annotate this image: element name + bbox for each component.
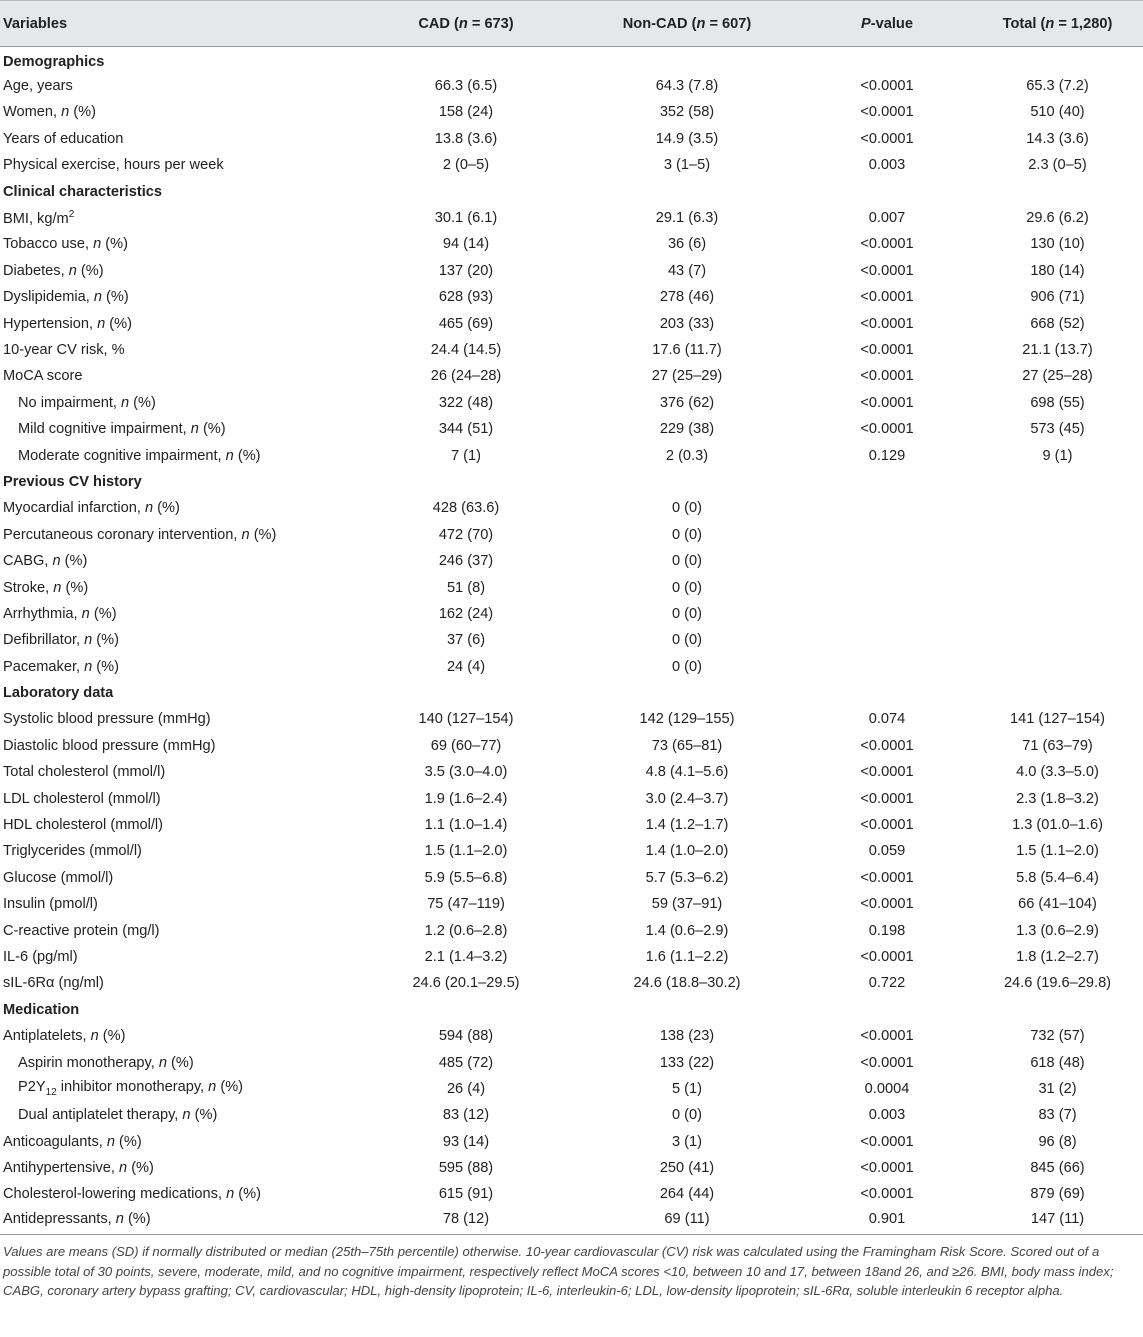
noncad-value: 3.0 (2.4–3.7) xyxy=(645,790,729,807)
row-label: Dyslipidemia, n (%) xyxy=(3,289,129,306)
table-row xyxy=(0,1155,1143,1181)
row-label: LDL cholesterol (mmol/l) xyxy=(3,790,161,807)
row-label: IL-6 (pg/ml) xyxy=(3,948,78,965)
row-label: Antiplatelets, n (%) xyxy=(3,1028,126,1045)
p-value: <0.0001 xyxy=(860,421,914,438)
row-label: Glucose (mmol/l) xyxy=(3,869,114,886)
section-title: Laboratory data xyxy=(3,685,114,702)
p-value xyxy=(802,522,972,548)
table-row xyxy=(0,1076,1143,1102)
total-value: 141 (127–154) xyxy=(1010,711,1105,728)
noncad-value: 0 (0) xyxy=(671,605,702,622)
p-value: <0.0001 xyxy=(860,1054,914,1071)
cad-value: 1.9 (1.6–2.4) xyxy=(424,790,508,807)
total-value xyxy=(972,653,1143,679)
total-value: 2.3 (1.8–3.2) xyxy=(1016,790,1099,807)
p-value: <0.0001 xyxy=(860,790,914,807)
table-row xyxy=(0,548,1143,574)
table-row xyxy=(0,917,1143,943)
total-value xyxy=(972,574,1143,600)
row-label: Physical exercise, hours per week xyxy=(3,157,224,174)
p-value: 0.0004 xyxy=(864,1080,910,1097)
total-value: 31 (2) xyxy=(1038,1080,1077,1097)
table-row xyxy=(0,390,1143,416)
cad-value: 485 (72) xyxy=(438,1054,494,1071)
noncad-value: 5 (1) xyxy=(671,1080,702,1097)
cad-value: 94 (14) xyxy=(442,236,490,253)
p-value: 0.059 xyxy=(868,843,906,860)
cad-value: 75 (47–119) xyxy=(427,896,505,913)
cad-value: 472 (70) xyxy=(438,526,494,543)
total-value: 573 (45) xyxy=(1030,421,1085,438)
row-label: BMI, $kg/m^2$ xyxy=(3,209,75,227)
total-value xyxy=(972,548,1143,574)
total-value: 732 (57) xyxy=(1030,1028,1085,1045)
row-label: Arrhythmia, n (%) xyxy=(3,605,117,622)
table-row xyxy=(0,363,1143,389)
cad-value: 344 (51) xyxy=(438,421,494,438)
total-value: 845 (66) xyxy=(1030,1160,1085,1177)
row-label: Percutaneous coronary intervention, n (%) xyxy=(3,526,277,543)
row-label: $P2Y_{12}$ inhibitor monotherapy, n (%) xyxy=(18,1079,244,1099)
p-value: <0.0001 xyxy=(860,315,914,332)
cad-value: 1.1 (1.0–1.4) xyxy=(424,817,508,834)
total-value: 879 (69) xyxy=(1030,1186,1085,1203)
noncad-value: 0 (0) xyxy=(671,553,702,570)
row-label: Antidepressants, n (%) xyxy=(3,1210,151,1227)
noncad-value: 3 (1–5) xyxy=(663,157,711,174)
row-label: Age, years xyxy=(3,78,73,95)
noncad-value: 69 (11) xyxy=(664,1210,710,1227)
row-label: Defibrillator, n (%) xyxy=(3,632,119,649)
table-footnote: Values are means (SD) if normally distributed or median (25th–75th percentile) otherwise. 10-year cardiovascular (CV) risk was calculated using the Framingham Risk Score. Scored out of a possible total of 30 points, severe, moderate, mild, and no cognitive impairment, respectively reflect MoCA scores <10, between 10 and 17, between 18and 26, and ≥26. BMI, body mass index; CABG, coronary artery bypass grafting; CV, cardiovascular; HDL, high-density lipoprotein; IL-6, interleukin-6; LDL, low-density lipoprotein; sIL-6Rα, soluble interleukin 6 receptor alpha. xyxy=(0,1234,1143,1301)
cad-value: 37 (6) xyxy=(446,632,486,649)
table-body xyxy=(0,47,1143,1235)
section-row xyxy=(0,680,1143,706)
total-value: 27 (25–28) xyxy=(1022,368,1093,385)
noncad-value: 2 (0.3) xyxy=(665,447,709,464)
table-row xyxy=(0,574,1143,600)
noncad-value: 133 (22) xyxy=(659,1054,715,1071)
noncad-value: 43 (7) xyxy=(667,262,707,279)
row-label: Moderate cognitive impairment, n (%) xyxy=(18,447,261,464)
noncad-value: 142 (129–155) xyxy=(639,711,735,728)
cad-value: 465 (69) xyxy=(438,315,494,332)
cad-value: 3.5 (3.0–4.0) xyxy=(424,764,508,781)
cad-value: 140 (127–154) xyxy=(418,711,514,728)
total-value: 9 (1) xyxy=(1042,447,1073,464)
noncad-value: 0 (0) xyxy=(671,1107,702,1124)
total-value: 510 (40) xyxy=(1030,104,1085,121)
noncad-value: 4.8 (4.1–5.6) xyxy=(645,764,729,781)
table-row xyxy=(0,970,1143,996)
table-row xyxy=(0,865,1143,891)
p-value: <0.0001 xyxy=(860,104,914,121)
cad-value: 66.3 (6.5) xyxy=(434,78,498,95)
row-label: Women, n (%) xyxy=(3,104,97,121)
cad-value: 69 (60–77) xyxy=(430,737,502,754)
row-label: Mild cognitive impairment, n (%) xyxy=(18,421,226,438)
total-value: 5.8 (5.4–6.4) xyxy=(1016,869,1099,886)
table-row xyxy=(0,601,1143,627)
noncad-value: 278 (46) xyxy=(659,289,715,306)
total-value: 698 (55) xyxy=(1030,394,1085,411)
total-value: 130 (10) xyxy=(1030,236,1085,253)
p-value: 0.074 xyxy=(868,711,906,728)
p-value: 0.722 xyxy=(868,975,906,992)
table-row xyxy=(0,99,1143,125)
cad-value: 594 (88) xyxy=(438,1028,494,1045)
table-row xyxy=(0,1208,1143,1234)
row-label: Anticoagulants, n (%) xyxy=(3,1133,142,1150)
row-label: HDL cholesterol (mmol/l) xyxy=(3,817,164,834)
noncad-value: 5.7 (5.3–6.2) xyxy=(645,869,729,886)
p-value: <0.0001 xyxy=(860,78,914,95)
noncad-value: 229 (38) xyxy=(659,421,715,438)
row-label: 10-year CV risk, % xyxy=(3,341,125,358)
noncad-value: 138 (23) xyxy=(659,1028,715,1045)
p-value: 0.901 xyxy=(868,1210,906,1227)
cad-value: 24 (4) xyxy=(446,658,486,675)
cad-value: 246 (37) xyxy=(438,553,494,570)
p-value: <0.0001 xyxy=(860,1028,914,1045)
section-row xyxy=(0,47,1143,73)
noncad-value: 352 (58) xyxy=(659,104,715,121)
total-value: 29.6 (6.2) xyxy=(1026,210,1089,227)
row-label: MoCA score xyxy=(3,368,83,385)
table-row xyxy=(0,812,1143,838)
cad-value: 2.1 (1.4–3.2) xyxy=(424,948,508,965)
p-value: 0.007 xyxy=(868,210,906,227)
total-value: 1.8 (1.2–2.7) xyxy=(1016,948,1099,965)
row-label: Systolic blood pressure (mmHg) xyxy=(3,711,211,728)
table-row xyxy=(0,891,1143,917)
noncad-value: 14.9 (3.5) xyxy=(655,130,719,147)
total-value: 96 (8) xyxy=(1038,1133,1077,1150)
row-label: Aspirin monotherapy, n (%) xyxy=(18,1054,194,1071)
row-label: Triglycerides (mmol/l) xyxy=(3,843,142,860)
total-value: 1.3 (01.0–1.6) xyxy=(1012,817,1103,834)
total-value: 618 (48) xyxy=(1030,1054,1085,1071)
noncad-value: 3 (1) xyxy=(671,1133,702,1150)
cad-value: 78 (12) xyxy=(442,1210,490,1227)
total-value xyxy=(972,601,1143,627)
row-label: Antihypertensive, n (%) xyxy=(3,1160,154,1177)
p-value: 0.198 xyxy=(868,922,906,939)
section-title: Demographics xyxy=(3,54,105,71)
table-row xyxy=(0,1049,1143,1075)
cad-value: 5.9 (5.5–6.8) xyxy=(424,869,508,886)
row-label: No impairment, n (%) xyxy=(18,394,156,411)
table-row xyxy=(0,733,1143,759)
section-row xyxy=(0,997,1143,1023)
row-label: Pacemaker, n (%) xyxy=(3,658,120,675)
row-label: Tobacco use, n (%) xyxy=(3,236,128,253)
cad-value: 2 (0–5) xyxy=(442,157,490,174)
table-row xyxy=(0,944,1143,970)
row-label: Stroke, n (%) xyxy=(3,579,89,596)
section-title: Previous CV history xyxy=(3,473,142,490)
section-row xyxy=(0,469,1143,495)
table-row xyxy=(0,231,1143,257)
cad-value: 51 (8) xyxy=(446,579,486,596)
p-value xyxy=(802,574,972,600)
noncad-value: 17.6 (11.7) xyxy=(652,341,722,358)
row-label: Hypertension, n (%) xyxy=(3,315,132,332)
header-total: Total (n = 1,280) xyxy=(972,1,1143,47)
cad-value: 428 (63.6) xyxy=(432,500,500,517)
table-row xyxy=(0,522,1143,548)
noncad-value: 0 (0) xyxy=(671,526,702,543)
total-value xyxy=(972,522,1143,548)
row-label: Years of education xyxy=(3,130,124,147)
p-value: 0.129 xyxy=(868,447,906,464)
p-value: 0.003 xyxy=(868,1107,906,1124)
cad-value: 26 (24–28) xyxy=(430,368,502,385)
table-row xyxy=(0,627,1143,653)
p-value: <0.0001 xyxy=(860,1186,914,1203)
p-value: <0.0001 xyxy=(860,948,914,965)
table-row xyxy=(0,838,1143,864)
header-noncad: Non-CAD (n = 607) xyxy=(572,1,802,47)
table-row xyxy=(0,1181,1143,1207)
row-label: CABG, n (%) xyxy=(3,553,88,570)
row-label: Total cholesterol (mmol/l) xyxy=(3,764,166,781)
noncad-value: 0 (0) xyxy=(671,579,702,596)
table-row xyxy=(0,495,1143,521)
header-row xyxy=(0,1,1143,47)
total-value: 65.3 (7.2) xyxy=(1026,78,1089,95)
p-value: <0.0001 xyxy=(860,130,914,147)
row-label: Myocardial infarction, n (%) xyxy=(3,500,180,517)
noncad-value: 59 (37–91) xyxy=(651,896,723,913)
noncad-value: 264 (44) xyxy=(659,1186,715,1203)
cad-value: 1.5 (1.1–2.0) xyxy=(424,843,508,860)
p-value: <0.0001 xyxy=(860,896,914,913)
header-cad: CAD (n = 673) xyxy=(360,1,572,47)
cad-value: 628 (93) xyxy=(438,289,494,306)
noncad-value: 29.1 (6.3) xyxy=(655,210,719,227)
noncad-value: 64.3 (7.8) xyxy=(655,78,719,95)
p-value: <0.0001 xyxy=(860,289,914,306)
total-value: 24.6 (19.6–29.8) xyxy=(1003,975,1112,992)
noncad-value: 24.6 (18.8–30.2) xyxy=(633,975,741,992)
p-value: <0.0001 xyxy=(860,394,914,411)
table-row xyxy=(0,152,1143,178)
noncad-value: 1.4 (0.6–2.9) xyxy=(645,922,729,939)
p-value: <0.0001 xyxy=(860,262,914,279)
p-value xyxy=(802,548,972,574)
total-value: 180 (14) xyxy=(1030,262,1085,279)
noncad-value: 27 (25–29) xyxy=(651,368,723,385)
table-row xyxy=(0,1102,1143,1128)
table-row xyxy=(0,258,1143,284)
total-value xyxy=(972,495,1143,521)
table-row xyxy=(0,310,1143,336)
row-label: Diabetes, n (%) xyxy=(3,262,104,279)
section-title: Clinical characteristics xyxy=(3,183,162,200)
table-row xyxy=(0,205,1143,231)
row-label: sIL-6Rα (ng/ml) xyxy=(3,975,104,992)
total-value: 1.5 (1.1–2.0) xyxy=(1016,843,1099,860)
cad-value: 7 (1) xyxy=(450,447,481,464)
total-value: 14.3 (3.6) xyxy=(1026,130,1089,147)
total-value: 906 (71) xyxy=(1030,289,1085,306)
total-value: 83 (7) xyxy=(1038,1107,1077,1124)
noncad-value: 1.4 (1.2–1.7) xyxy=(645,817,729,834)
noncad-value: 203 (33) xyxy=(659,315,715,332)
table-row xyxy=(0,759,1143,785)
row-label: Insulin (pmol/l) xyxy=(3,896,98,913)
p-value: <0.0001 xyxy=(860,869,914,886)
total-value: 2.3 (0–5) xyxy=(1028,157,1087,174)
cad-value: 13.8 (3.6) xyxy=(434,130,498,147)
p-value: <0.0001 xyxy=(860,341,914,358)
section-title: Medication xyxy=(3,1001,80,1018)
section-row xyxy=(0,178,1143,204)
cad-value: 24.4 (14.5) xyxy=(430,341,502,358)
table-row xyxy=(0,706,1143,732)
table-row xyxy=(0,442,1143,468)
cad-value: 615 (91) xyxy=(438,1186,494,1203)
table-row xyxy=(0,73,1143,99)
noncad-value: 0 (0) xyxy=(671,500,702,517)
p-value: <0.0001 xyxy=(860,817,914,834)
table-row xyxy=(0,416,1143,442)
table-row xyxy=(0,653,1143,679)
cad-value: 30.1 (6.1) xyxy=(434,210,498,227)
noncad-value: 0 (0) xyxy=(671,632,702,649)
table-row xyxy=(0,284,1143,310)
p-value: <0.0001 xyxy=(860,368,914,385)
cad-value: 24.6 (20.1–29.5) xyxy=(412,975,520,992)
p-value xyxy=(802,653,972,679)
cad-value: 93 (14) xyxy=(442,1133,490,1150)
total-value: 66 (41–104) xyxy=(1018,896,1097,913)
noncad-value: 1.4 (1.0–2.0) xyxy=(645,843,729,860)
table-row xyxy=(0,1129,1143,1155)
table-row xyxy=(0,337,1143,363)
cad-value: 137 (20) xyxy=(438,262,494,279)
total-value: 21.1 (13.7) xyxy=(1022,341,1093,358)
row-label: C-reactive protein (mg/l) xyxy=(3,922,160,939)
cad-value: 322 (48) xyxy=(438,394,494,411)
noncad-value: 36 (6) xyxy=(667,236,707,253)
p-value: <0.0001 xyxy=(860,236,914,253)
table-row xyxy=(0,785,1143,811)
cad-value: 1.2 (0.6–2.8) xyxy=(424,922,508,939)
p-value: <0.0001 xyxy=(860,1160,914,1177)
total-value: 668 (52) xyxy=(1030,315,1085,332)
noncad-value: 250 (41) xyxy=(659,1160,715,1177)
total-value: 71 (63–79) xyxy=(1022,737,1093,754)
p-value: 0.003 xyxy=(868,157,906,174)
noncad-value: 1.6 (1.1–2.2) xyxy=(645,948,729,965)
p-value xyxy=(802,601,972,627)
total-value xyxy=(972,627,1143,653)
table-row xyxy=(0,1023,1143,1049)
row-label: Diastolic blood pressure (mmHg) xyxy=(3,737,216,754)
header-pvalue: P-value xyxy=(802,1,972,47)
p-value xyxy=(802,495,972,521)
noncad-value: 0 (0) xyxy=(671,658,702,675)
cad-value: 162 (24) xyxy=(438,605,494,622)
total-value: 147 (11) xyxy=(1030,1210,1085,1227)
row-label: Dual antiplatelet therapy, n (%) xyxy=(18,1107,218,1124)
noncad-value: 73 (65–81) xyxy=(651,737,723,754)
cad-value: 595 (88) xyxy=(438,1160,494,1177)
cad-value: 26 (4) xyxy=(446,1080,486,1097)
p-value xyxy=(802,627,972,653)
noncad-value: 376 (62) xyxy=(659,394,715,411)
p-value: <0.0001 xyxy=(860,764,914,781)
cad-value: 83 (12) xyxy=(442,1107,490,1124)
cad-value: 158 (24) xyxy=(438,104,494,121)
table-row xyxy=(0,126,1143,152)
total-value: 1.3 (0.6–2.9) xyxy=(1016,922,1099,939)
total-value: 4.0 (3.3–5.0) xyxy=(1016,764,1099,781)
header-variables: Variables xyxy=(0,1,360,47)
p-value: <0.0001 xyxy=(860,1133,914,1150)
row-label: Cholesterol-lowering medications, n (%) xyxy=(3,1186,261,1203)
p-value: <0.0001 xyxy=(860,737,914,754)
